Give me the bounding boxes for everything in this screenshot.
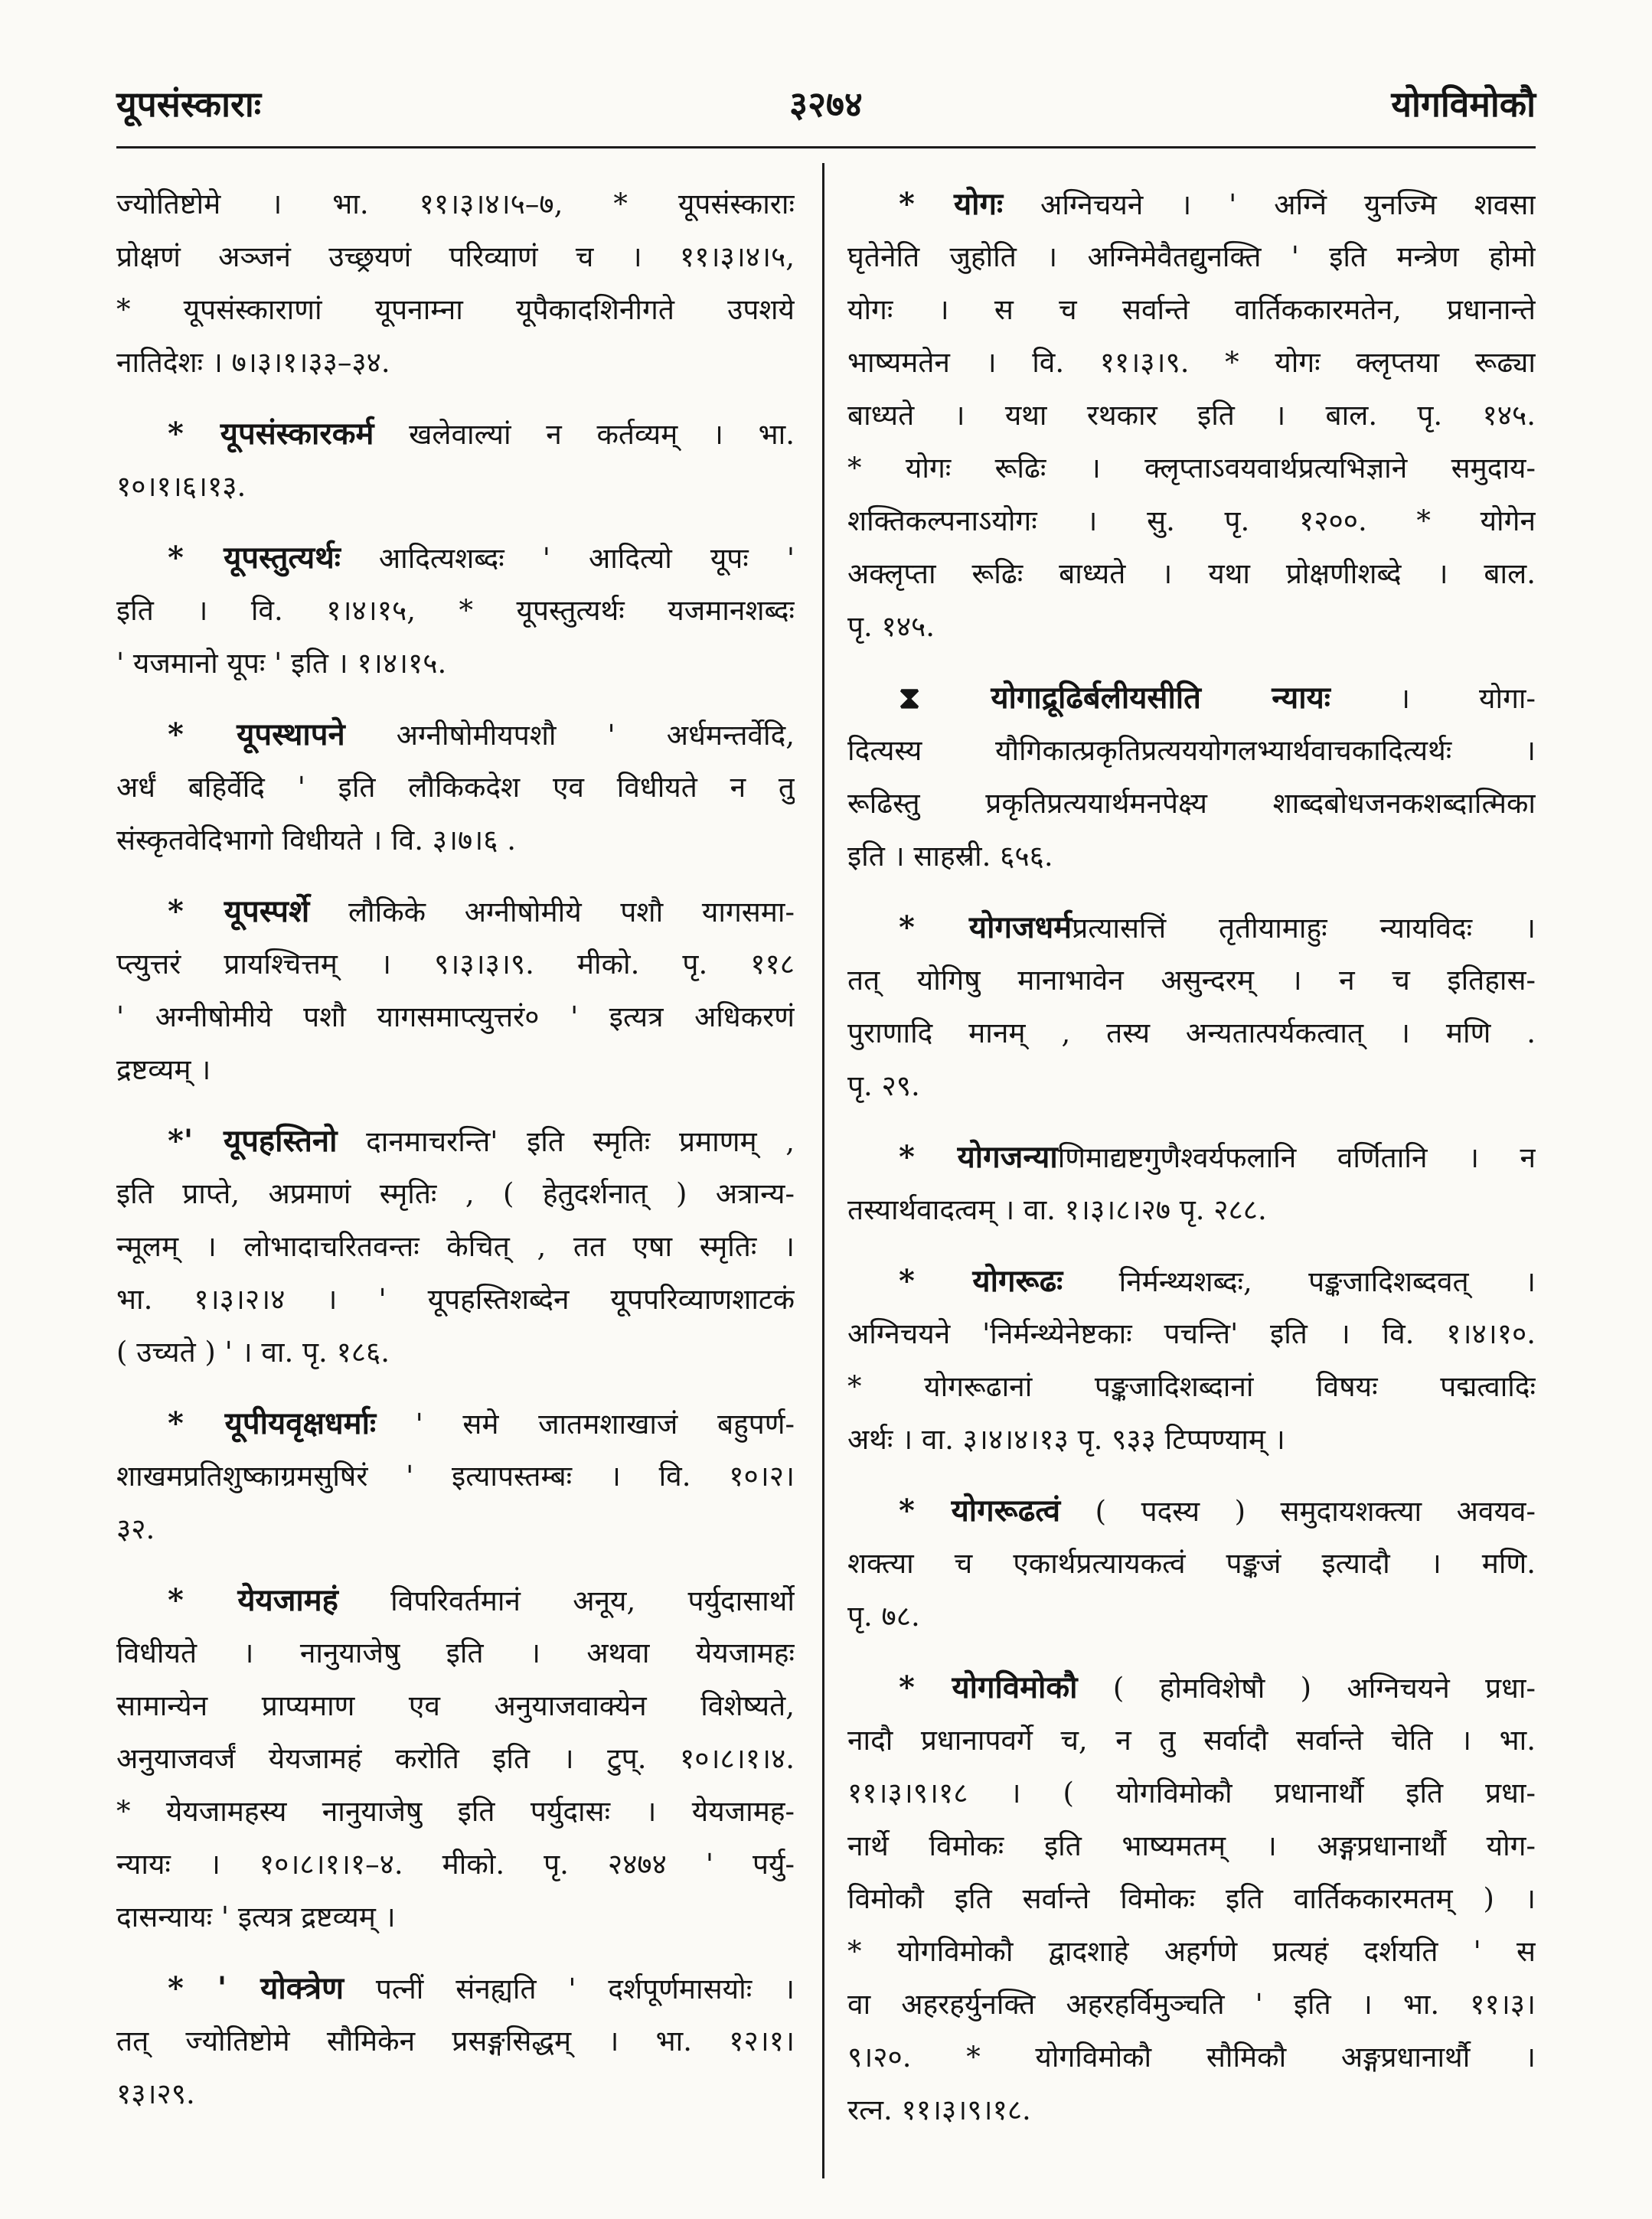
entry — [847, 901, 1536, 1112]
entry — [116, 1114, 795, 1379]
entry-line: रत्न. ११।३।९।१८. — [847, 2093, 1031, 2126]
entry — [116, 1962, 795, 2120]
entry-headword: * योगविमोकौ — [899, 1669, 1078, 1705]
entry-line: भा. १।३।२।४ । ' यूपहस्तिशब्देन यूपपरिव्याणशाटकं — [116, 1283, 795, 1316]
entry-line: * योगविमोकौ द्वादशाहे अहर्गणे प्रत्यहं दर्शयति ' स — [847, 1935, 1536, 1968]
entry-headword: * यूपस्पर्शे — [168, 893, 310, 929]
entry-text: अग्निचयने । ' अग्निं युनज्मि शवसा — [1040, 188, 1536, 221]
entry-text: ( होमविशेषौ ) अग्निचयने प्रधा- — [1112, 1672, 1536, 1705]
entry-text: ' समे जातमशाखाजं बहुपर्ण- — [415, 1408, 795, 1441]
entry-line: पृ. २९. — [847, 1069, 920, 1102]
entry-line: घृतेनेति जुहोति । अग्निमेवैतद्युनक्ति ' इति मन्त्रेण होमो — [847, 240, 1536, 273]
right-column — [847, 178, 1536, 2136]
entry-headword: * यूपस्तुत्यर्थः — [168, 540, 341, 576]
entry-line: इति । साहस्री. ६५६. — [847, 840, 1053, 873]
entry-headword: *' यूपहस्तिनो — [168, 1123, 338, 1159]
entry-first-line — [116, 1962, 795, 2015]
entry-line: विधीयते । नानुयाजेषु इति । अथवा येयजामहः — [116, 1637, 795, 1669]
entry-headword: * योगः — [899, 186, 1004, 222]
entry-line: अक्लृप्ता रूढिः बाध्यते । यथा प्रोक्षणीशब्दे । बाल. — [847, 557, 1536, 590]
entry — [116, 1397, 795, 1555]
entry-line: १०।१।६।१३. — [116, 470, 246, 503]
entry-line: ' अग्नीषोमीये पशौ यागसमाप्त्युत्तरं० ' इत्यत्र अधिकरणं — [116, 1000, 795, 1033]
entry-line: इति प्राप्ते, अप्रमाणं स्मृतिः , ( हेतुदर्शनात् ) अत्रान्य- — [116, 1177, 795, 1210]
left-column — [116, 178, 795, 2120]
entry-line: प्रोक्षणं अञ्जनं उच्छ्रयणं परिव्याणं च । ११।३।४।५, — [116, 240, 795, 273]
entry-line: न्यायः । १०।८।१।१–४. मीको. पृ. २४७४ ' पर्यु- — [116, 1848, 795, 1881]
entry-text: खलेवाल्यां न कर्तव्यम् । भा. — [409, 418, 795, 451]
entry-first-line — [847, 1131, 1536, 1183]
entry-line: अर्धं बहिर्वेदि ' इति लौकिकदेश एव विधीयते न तु — [116, 771, 795, 804]
entry-headword: * यूपसंस्कारकर्म — [168, 416, 374, 452]
entry — [847, 1661, 1536, 2136]
entry-line: ११।३।९।१८ । ( योगविमोकौ प्रधानार्थौ इति प्रधा- — [847, 1777, 1536, 1809]
column-divider — [822, 163, 824, 2178]
entry-first-line — [116, 1397, 795, 1450]
entry-line: * यूपसंस्काराणां यूपनाम्ना यूपैकादशिनीगते उपशये — [116, 293, 795, 326]
entry-first-line — [116, 531, 795, 584]
entry-line: अग्निचयने 'निर्मन्थ्येनेष्टकाः पचन्ति' इति । वि. १।४।१०. — [847, 1317, 1536, 1350]
entry-line: नातिदेशः । ७।३।१।३३–३४. — [116, 346, 390, 379]
entry-line: भाष्यमतेन । वि. ११।३।९. * योगः क्लृप्तया रूढ्या — [847, 346, 1536, 379]
entry-line: पृ. ७८. — [847, 1600, 920, 1633]
entry-line: अर्थः । वा. ३।४।४।१३ पृ. ९३३ टिप्पण्याम् । — [847, 1423, 1285, 1456]
entry-headword: * योगरूढत्वं — [899, 1493, 1061, 1529]
entry-line: * योगः रूढिः । क्लृप्ताऽवयवार्थप्रत्यभिज्ञाने समुदाय- — [847, 452, 1536, 485]
entry-first-line — [847, 178, 1536, 230]
entry-line: * येयजामहस्य नानुयाजेषु इति पर्युदासः । येयजामह- — [116, 1795, 795, 1828]
entry-first-line — [847, 671, 1536, 724]
entry-line: अनुयाजवर्जं येयजामहं करोति इति । टुप्. १०।८।१।४. — [116, 1742, 795, 1775]
entry-line: १३।२९. — [116, 2077, 195, 2110]
entry-first-line — [116, 407, 795, 460]
page-number: ३२७४ — [789, 83, 863, 125]
entry-line: ( उच्यते ) ' । वा. पृ. १८६. — [116, 1336, 390, 1369]
entry-line: नार्थे विमोकः इति भाष्यमतम् । अङ्गप्रधानार्थौ योग- — [847, 1829, 1536, 1862]
entry — [116, 178, 795, 389]
entry — [116, 885, 795, 1096]
entry-first-line — [847, 1255, 1536, 1307]
entry — [847, 1484, 1536, 1643]
entry-line: तत् ज्योतिष्टोमे सौमिकेन प्रसङ्गसिद्धम् । भा. १२।१। — [116, 2025, 795, 2057]
entry-text: दानमाचरन्ति' इति स्मृतिः प्रमाणम् , — [366, 1125, 795, 1158]
entry — [116, 531, 795, 690]
entry-text: ( पदस्य ) समुदायशक्त्या अवयव- — [1095, 1495, 1536, 1528]
entry-line: विमोकौ इति सर्वान्ते विमोकः इति वार्तिककारमतम् ) । — [847, 1882, 1536, 1915]
entry — [116, 1574, 795, 1943]
entry-text: णिमाद्यष्टगुणैश्वर्यफलानि वर्णितानि । न — [1057, 1141, 1536, 1174]
entry-first-line — [847, 901, 1536, 954]
entry-line: दासन्यायः ' इत्यत्र द्रष्टव्यम् । — [116, 1901, 396, 1933]
entry-headword: * योगजन्या — [899, 1139, 1058, 1175]
entry-line: योगः । स च सर्वान्ते वार्तिककारमतेन, प्रधानान्ते — [847, 293, 1536, 326]
entry-line: इति । वि. १।४।१५, * यूपस्तुत्यर्थः यजमानशब्दः — [116, 594, 795, 627]
entry-line: न्मूलम् । लोभादाचरितवन्तः केचित् , तत एषा स्मृतिः । — [116, 1230, 795, 1263]
entry-line: * योगरूढानां पङ्कजादिशब्दानां विषयः पद्मत्वादिः — [847, 1370, 1536, 1403]
entry-line: पुराणादि मानम् , तस्य अन्यतात्पर्यकत्वात् । मणि . — [847, 1016, 1536, 1049]
entry-line: ३२. — [116, 1513, 155, 1545]
entry-line: द्रष्टव्यम् । — [116, 1053, 211, 1086]
running-header — [116, 73, 1536, 135]
entry-first-line — [116, 885, 795, 938]
entry-text: लौकिके अग्नीषोमीये पशौ यागसमा- — [348, 896, 795, 928]
entry-line: रूढिस्तु प्रकृतिप्रत्ययार्थमनपेक्ष्य शाब्दबोधजनकशब्दात्मिका — [847, 787, 1536, 820]
entry-text: अग्नीषोमीयपशौ ' अर्धमन्तर्वेदि, — [396, 719, 795, 752]
entry-first-line — [847, 1484, 1536, 1537]
entry — [847, 671, 1536, 883]
entry-first-line — [116, 1574, 795, 1627]
entry-line: बाध्यते । यथा रथकार इति । बाल. पृ. १४५. — [847, 399, 1536, 432]
entry-line: ' यजमानो यूपः ' इति । १।४।१५. — [116, 647, 447, 680]
entry-first-line — [847, 1661, 1536, 1714]
entry — [847, 178, 1536, 653]
header-rule — [116, 146, 1536, 148]
entry-first-line — [116, 1114, 795, 1167]
entry-line: पृ. १४५. — [847, 610, 935, 643]
entry-text: आदित्यशब्दः ' आदित्यो यूपः ' — [378, 542, 795, 575]
entry-headword: * ' योक्त्रेण — [168, 1970, 344, 2006]
entry-line: प्त्युत्तरं प्रायश्चित्तम् । ९।३।३।९. मीको. पृ. ११८ — [116, 948, 795, 981]
entry-headword: * यूपस्थापने — [168, 716, 345, 752]
entry-line: तत् योगिषु मानाभावेन असुन्दरम् । न च इतिहास- — [847, 964, 1536, 997]
running-head-left: यूपसंस्काराः — [116, 83, 262, 125]
entry-text: निर्मन्थ्यशब्दः, पङ्कजादिशब्दवत् । — [1118, 1265, 1536, 1298]
entry-line: सामान्येन प्राप्यमाण एव अनुयाजवाक्येन विशेष्यते, — [116, 1689, 795, 1722]
entry-line: नादौ प्रधानापवर्गे च, न तु सर्वादौ सर्वान्ते चेति । भा. — [847, 1724, 1536, 1757]
entry-headword: ⧗ योगाद्रूढिर्बलीयसीति न्यायः — [899, 680, 1330, 716]
entry-headword: * येयजामहं — [168, 1582, 338, 1618]
entry-text: प्रत्यासत्तिं तृतीयामाहुः न्यायविदः । — [1072, 912, 1536, 945]
entry-line: ९।२०. * योगविमोकौ सौमिकौ अङ्गप्रधानार्थौ । — [847, 2041, 1536, 2074]
entry-text: पत्नीं संनह्यति ' दर्शपूर्णमासयोः । — [375, 1973, 795, 2005]
entry-line: शाखमप्रतिशुष्काग्रमसुषिरं ' इत्यापस्तम्बः । वि. १०।२। — [116, 1460, 795, 1493]
entry-headword: * योगरूढः — [899, 1263, 1063, 1299]
entry — [116, 407, 795, 513]
entry-line: वा अहरहर्युनक्ति अहरहर्विमुञ्चति ' इति । भा. ११।३। — [847, 1988, 1536, 2021]
entry-line: संस्कृतवेदिभागो विधीयते । वि. ३।७।६ . — [116, 824, 517, 857]
entry-headword: * यूपीयवृक्षधर्माः — [168, 1405, 377, 1441]
entry-text: । योगा- — [1399, 682, 1536, 715]
entry-first-line — [116, 708, 795, 761]
entry-line: ज्योतिष्टोमे । भा. ११।३।४।५–७, * यूपसंस्काराः — [116, 188, 795, 220]
entry-text: विपरिवर्तमानं अनूय, पर्युदासार्थो — [390, 1584, 795, 1617]
entry — [847, 1255, 1536, 1466]
entry-headword: * योगजधर्म — [899, 909, 1072, 945]
entry-line: शक्तिकल्पनाऽयोगः । सु. पृ. १२००. * योगेन — [847, 504, 1536, 537]
entry-line: शक्त्या च एकार्थप्रत्यायकत्वं पङ्कजं इत्यादौ । मणि. — [847, 1547, 1536, 1580]
entry — [847, 1131, 1536, 1236]
entry-line: तस्यार्थवादत्वम् । वा. १।३।८।२७ पृ. २८८. — [847, 1193, 1267, 1226]
entry — [116, 708, 795, 866]
running-head-right: योगविमोकौ — [1391, 83, 1536, 125]
entry-line: दित्यस्य यौगिकात्प्रकृतिप्रत्यययोगलभ्यार्थवाचकादित्यर्थः । — [847, 734, 1536, 767]
